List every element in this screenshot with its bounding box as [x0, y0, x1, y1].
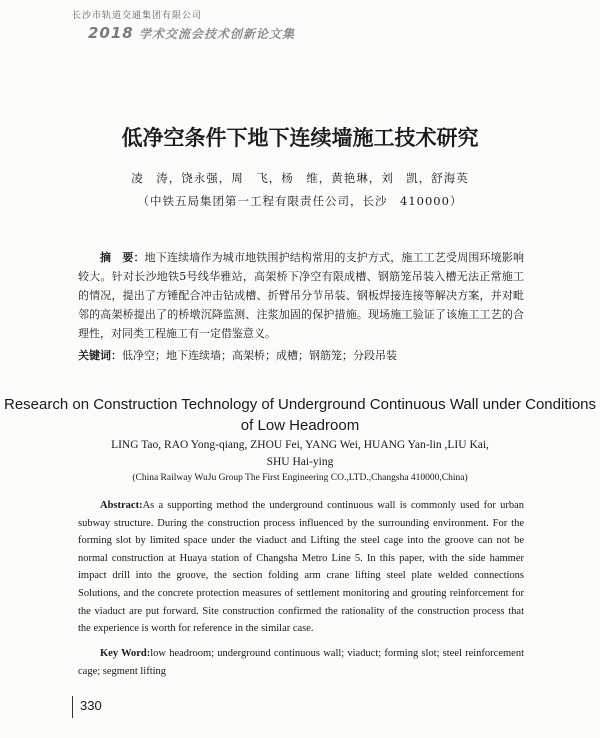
authors-en: LING Tao, RAO Yong-qiang, ZHOU Fei, YANG Wei, HUANG Yan-lin ,LIU Kai, SHU Hai-ying	[111, 439, 489, 468]
keywords-en-text: low headroom; underground continuous wall; viaduct; forming slot; steel reinforcement cage; segment lifting	[78, 648, 524, 677]
affiliation-cn: （中铁五局集团第一工程有限责任公司，长沙 410000）	[137, 194, 463, 208]
running-header	[72, 8, 202, 21]
page-number-rule	[72, 696, 73, 718]
keywords-cn	[78, 347, 524, 363]
banner-year: 2018	[88, 24, 134, 42]
page-number: 330	[80, 698, 102, 713]
keywords-en	[78, 645, 524, 680]
paper-title-cn: 低净空条件下地下连续墙施工技术研究	[121, 125, 479, 150]
publisher-name: 长沙市轨道交通集团有限公司	[72, 11, 203, 21]
keywords-en-label: Key Word:	[100, 648, 151, 659]
abstract-en-label: Abstract:	[100, 500, 143, 511]
keywords-cn-label: 关键词：	[78, 349, 122, 362]
abstract-cn-label: 摘 要：	[100, 251, 145, 264]
abstract-en	[78, 497, 524, 638]
abstract-cn-text: 地下连续墙作为城市地铁围护结构常用的支护方式，施工工艺受周围环境影响较大。针对长沙地铁5号线华雅站，高架桥下净空有限成槽、钢筋笼吊装入槽无法正常施工的情况，提出了方锤配合冲击钻成槽、折臂吊分节吊装、钢板焊接连接等解决方案，并对毗邻的高架桥提出了的桥墩沉降监测、注浆加固的保护措施。现场施工验证了该施工工艺的合理性，对同类工程施工有一定借鉴意义。	[78, 251, 525, 340]
proceedings-banner	[88, 24, 295, 42]
affiliation-en: (China Railway WuJu Group The First Engineering CO.,LTD.,Changsha 410000,China)	[132, 473, 468, 483]
paper-title-en: Research on Construction Technology of Underground Continuous Wall under Conditions of Low Headroom	[3, 396, 597, 434]
abstract-en-text: As a supporting method the underground continuous wall is commonly used for urban subway structure. During the construction process influenced by the surrounding environment. For the forming slot by limited space under the viaduct and Lifting the steel cage into the groove can not be normal construction at Huaya station of Changsha Metro Line 5. In this paper, with the side hammer impact drill into the groove, the section folding arm crane lifting steel plate welded connections Solutions, and the concrete protection measures of settlement monitoring and grouting reinforcement for the viaduct are put forward. Site construction confirmed the rationality of the construction process that the experience is worth for reference in the similar case.	[78, 500, 524, 635]
banner-text: 学术交流会技术创新论文集	[138, 27, 295, 41]
abstract-cn	[78, 248, 524, 343]
authors-cn: 凌 涛，饶永强，周 飞，杨 维，黄艳琳，刘 凯，舒海英	[131, 171, 469, 185]
keywords-cn-text: 低净空；地下连续墙；高架桥；成槽；钢筋笼；分段吊装	[122, 349, 397, 362]
